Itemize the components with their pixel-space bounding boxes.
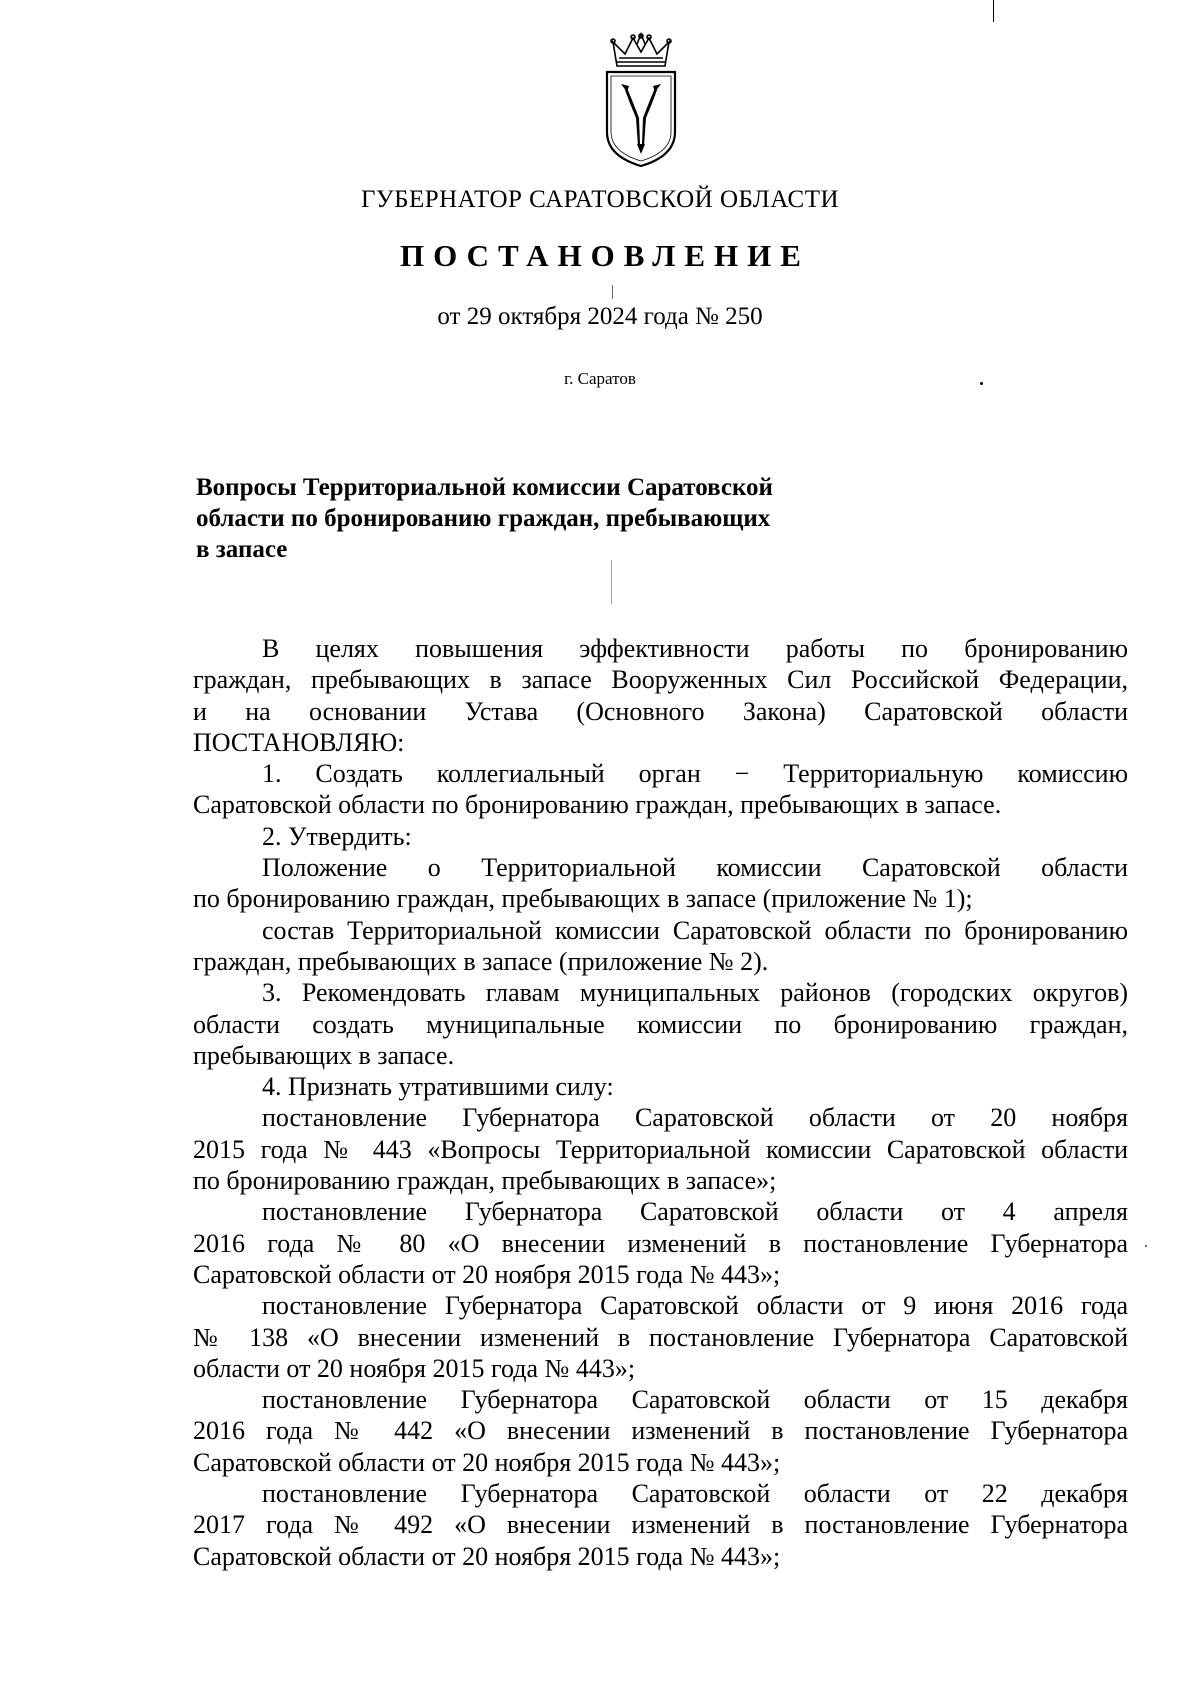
document-body	[193, 633, 1128, 1572]
body-line: 1. Создать коллегиальный орган − Территориальную комиссию	[262, 759, 1128, 789]
document-date-number: от 29 октября 2024 года № 250	[437, 303, 763, 330]
document-city: г. Саратов	[564, 369, 636, 388]
body-line: области создать муниципальные комиссии по бронированию граждан,	[193, 1009, 1128, 1039]
body-line: 2016 года № 80 «О внесении изменений в постановление Губернатора	[193, 1228, 1128, 1258]
body-line: по бронированию граждан, пребывающих в запасе»;	[193, 1166, 777, 1196]
body-line: постановление Губернатора Саратовской области от 9 июня 2016 года	[262, 1291, 1128, 1321]
body-line: 4. Признать утратившими силу:	[262, 1072, 614, 1102]
body-line: ПОСТАНОВЛЯЮ:	[193, 727, 405, 757]
body-line: Саратовской области по бронированию граждан, пребывающих в запасе.	[193, 790, 1002, 820]
body-line: граждан, пребывающих в запасе Вооруженных Сил Российской Федерации,	[193, 665, 1128, 695]
body-line: по бронированию граждан, пребывающих в запасе (приложение № 1);	[193, 884, 973, 914]
scan-artifact	[612, 285, 613, 299]
body-line: 2016 года № 442 «О внесении изменений в постановление Губернатора	[193, 1416, 1128, 1446]
body-line: 2015 года № 443 «Вопросы Территориальной комиссии Саратовской области	[193, 1134, 1128, 1164]
document-title	[196, 472, 856, 565]
body-line: Положение о Территориальной комиссии Саратовской области	[262, 853, 1128, 883]
coat-of-arms-icon	[603, 32, 679, 168]
scan-artifact	[611, 560, 612, 604]
scan-artifact	[980, 382, 983, 385]
body-line: состав Территориальной комиссии Саратовской области по бронированию	[262, 915, 1128, 945]
body-line: пребывающих в запасе.	[193, 1040, 455, 1070]
scan-artifact	[993, 0, 994, 22]
body-line: В целях повышения эффективности работы по бронированию	[262, 634, 1128, 663]
body-line: 2. Утвердить:	[262, 821, 412, 851]
document-type: ПОСТАНОВЛЕНИЕ	[400, 238, 810, 273]
issuing-authority: ГУБЕРНАТОР САРАТОВСКОЙ ОБЛАСТИ	[360, 186, 840, 213]
body-line: постановление Губернатора Саратовской области от 20 ноября	[262, 1103, 1128, 1133]
body-line: 3. Рекомендовать главам муниципальных районов (городских округов)	[262, 978, 1128, 1008]
title-line: в запасе	[196, 536, 288, 563]
body-line: области от 20 ноября 2015 года № 443»;	[193, 1353, 636, 1383]
body-line: постановление Губернатора Саратовской области от 22 декабря	[262, 1479, 1128, 1509]
body-line: Саратовской области от 20 ноября 2015 года № 443»;	[193, 1259, 781, 1289]
scan-artifact	[1145, 1245, 1147, 1247]
body-line: постановление Губернатора Саратовской области от 4 апреля	[262, 1197, 1128, 1227]
title-line: области по бронированию граждан, пребывающих	[196, 505, 771, 532]
body-line: постановление Губернатора Саратовской области от 15 декабря	[262, 1385, 1128, 1415]
body-line: Саратовской области от 20 ноября 2015 года № 443»;	[193, 1541, 781, 1571]
body-line: и на основании Устава (Основного Закона) Саратовской области	[193, 696, 1128, 726]
title-line: Вопросы Территориальной комиссии Саратовской	[196, 474, 773, 501]
body-line: граждан, пребывающих в запасе (приложение № 2).	[193, 946, 769, 976]
body-line: Саратовской области от 20 ноября 2015 года № 443»;	[193, 1447, 781, 1477]
body-line: № 138 «О внесении изменений в постановление Губернатора Саратовской	[193, 1322, 1128, 1352]
body-line: 2017 года № 492 «О внесении изменений в постановление Губернатора	[193, 1510, 1128, 1540]
